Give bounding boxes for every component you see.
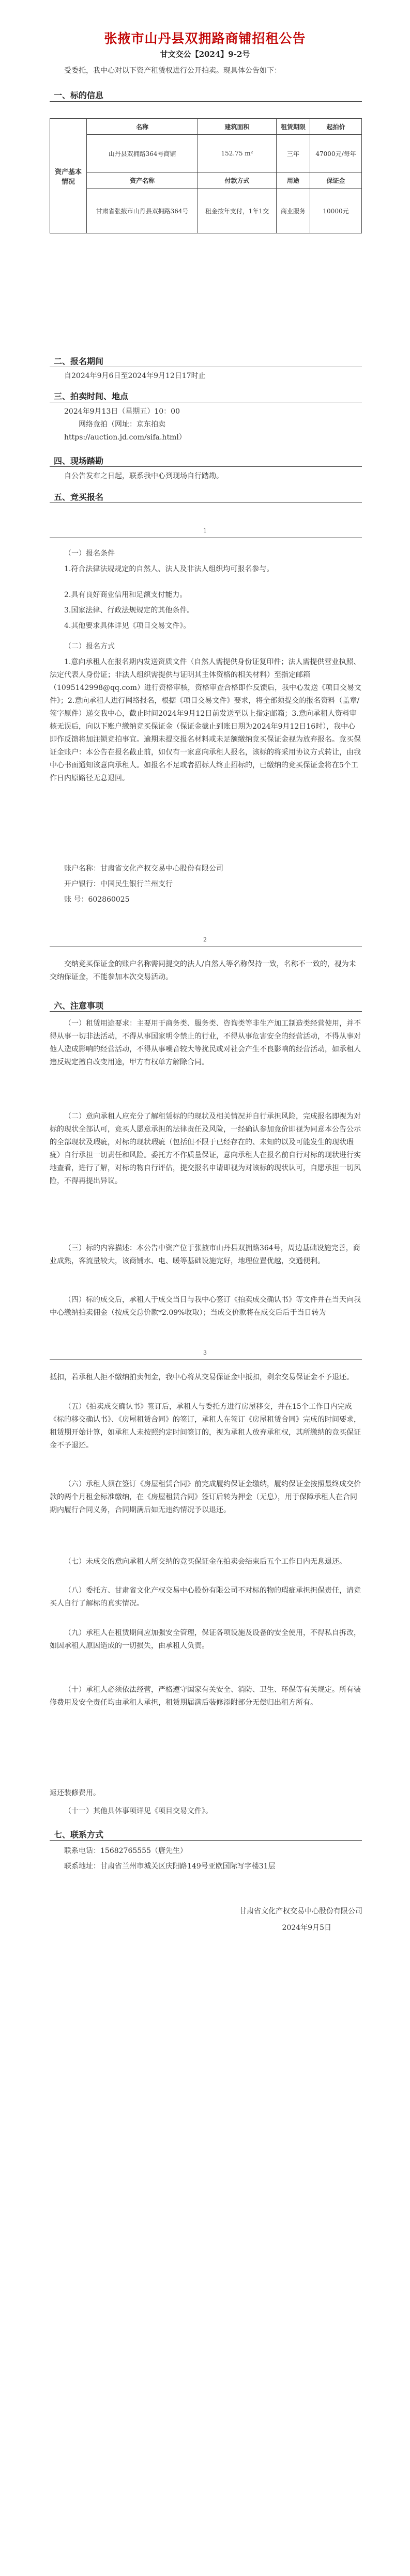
signature-date: 2024年9月5日: [282, 1924, 331, 1932]
table-cell: 47000元/每年: [310, 135, 362, 172]
condition-item: 1.符合法律法规规定的自然人、法人及非法人组织均可报名参与。: [64, 565, 274, 573]
note-item: （六）承租人须在签订《房屋租赁合同》前完成履约保证金缴纳，履约保证金按照最终成交价款的两个月租金标准缴纳，在《房屋租赁合同》签订后转为押金（无息），用于保障承租人在合同期内履行合同义务，合同期满后如无违约情况予以退还。: [50, 1480, 361, 1514]
method-text: 1.意向承租人在报名期内发送资质文件（自然人需提供身份证复印件；法人需提供营业执照、法定代表人身份证；非法人组织需提供与证明其主体资格的相关材料）至指定邮箱（1095142998@qq.com）进行资格审核，资格审查合格即作反馈后，我中心发送《项目交易文件》；2.意向承租人进行网络报名，根据《项目交易文件》要求，将全部须提交的报名资料（盖章/签字原件）递交我中心，截止时间2024年9月12日前发送至以上指定邮箱；3.意向承租人资料审核无误后，向以下账户缴纳竞买保证金（保证金截止到账日期为2024年9月12日16时），我中心即作反馈将加注锁竞拍事宜。逾期未提交报名材料或未足额缴纳竞买保证金视为放弃报名。竞买保证金账户：本公告在报名截止前，如仅有一家意向承租人报名，该标的将采用协议方式转让，由我中心书面通知该意向承租人。如报名不足或者招标人终止招标的，已缴纳的竞买保证金将在5个工作日内原路径无息退回。: [50, 658, 361, 782]
section-divider: [50, 502, 362, 503]
section-heading-target: 一、标的信息: [54, 90, 104, 100]
section-heading-registration: 二、报名期间: [54, 356, 104, 366]
note-item-continued: 返还装修费用。: [50, 1789, 100, 1797]
condition-item: 4.其他要求具体详见《项目交易文件》。: [64, 622, 191, 630]
page-number: 3: [203, 1349, 207, 1356]
table-cell: 152.75 m²: [198, 135, 277, 172]
deposit-note: 交纳竞买保证金的账户名称需同提交的法人/自然人等名称保持一致，名称不一致的，视为未交纳保证金，不能参加本次交易活动。: [50, 960, 356, 981]
asset-table: [50, 118, 362, 233]
section-heading-contact: 七、联系方式: [54, 1830, 104, 1840]
table-header-cell: 付款方式: [198, 172, 277, 189]
account-number: 账 号：602860025: [64, 896, 130, 904]
note-item: （十）承租人必须依法经营，严格遵守国家有关安全、消防、卫生、环保等有关规定。所有装修费用及安全责任均由承租人承担，租赁期届满后装修添附部分无偿归出租方所有。: [50, 1686, 361, 1707]
note-item: （四）标的成交后，承租人于成交当日与我中心签订《拍卖成交确认书》等文件并在当天向我中心缴纳拍卖佣金（按成交总价款*2.09%收取）；当成交价款将在成交后后于当日转为: [50, 1296, 361, 1317]
table-cell: 山丹县双拥路364号商铺: [87, 135, 198, 172]
auction-time: 2024年9月13日（星期五）10：00: [64, 407, 180, 416]
signature-org: 甘肃省文化产权交易中心股份有限公司: [239, 1907, 362, 1915]
note-item-continued: 抵扣，若承租人拒不缴纳拍卖佣金，我中心将从交易保证金中抵扣，剩余交易保证金不予退还。: [50, 1373, 354, 1381]
table-cell: 三年: [276, 135, 310, 172]
table-cell: 10000元: [310, 189, 362, 233]
table-cell: 租金按年支付，1年1交: [198, 189, 277, 233]
note-item: （九）承租人在租赁期间应加强安全管理，保证各项设施及设备的安全使用，不得私自拆改，如因承租人原因造成的一切损失，由承租人负责。: [50, 1629, 361, 1650]
document-number: 甘文交公【2024】9-2号: [160, 50, 250, 59]
table-header-cell: 资产名称: [87, 172, 198, 189]
note-item: （三）标的内容描述：本公告中资产位于张掖市山丹县双拥路364号，周边基础设施完善，商业成熟，客流量较大，该商铺水、电、暖等基础设施完好，地理位置优越，交通便利。: [50, 1244, 360, 1265]
account-name: 账户名称：甘肃省文化产权交易中心股份有限公司: [64, 865, 223, 873]
inspection-text: 自公告发布之日起，联系我中心到现场自行踏勘。: [64, 472, 223, 480]
section-divider: [50, 1011, 362, 1012]
condition-item: 2.具有良好商业信用和足额支付能力。: [64, 591, 187, 599]
table-header-cell: 起拍价: [310, 119, 362, 135]
page-divider: [50, 1359, 362, 1360]
page-divider: [50, 946, 362, 947]
auction-url[interactable]: https://auction.jd.com/sifa.html）: [64, 433, 186, 442]
subheading-method: （二）报名方式: [64, 642, 115, 651]
note-item: （一）租赁用途要求：主要用于商务类、服务类、咨询类等非生产加工制造类经营使用，并不得从事一切非法活动，不得从事国家明令禁止的行业，不得从事危害安全的经营活动，不得从事对他人造成影响的经营活动，不得从事噪音较大等扰民或对社会产生不良影响的经营活动，如承租人违反规定擅自改变用途，甲方有权单方解除合同。: [50, 1019, 361, 1066]
section-divider: [50, 466, 362, 467]
auction-place: 网络竞拍（网址：京东拍卖: [79, 420, 165, 429]
subheading-conditions: （一）报名条件: [64, 549, 115, 558]
account-bank: 开户银行：中国民生银行兰州支行: [64, 880, 173, 888]
asset-group-label: 资产基本情况: [50, 119, 87, 233]
note-item: （八）委托方、甘肃省文化产权交易中心股份有限公司不对标的物的瑕疵承担担保责任，请竞买人自行了解标的真实情况。: [50, 1587, 361, 1608]
note-item: （十一）其他具体事项详见《项目交易文件》。: [64, 1807, 212, 1815]
section-divider: [50, 101, 362, 102]
registration-period: 自2024年9月6日至2024年9月12日17时止: [64, 372, 206, 380]
table-header-cell: 名称: [87, 119, 198, 135]
table-cell: 商业服务: [276, 189, 310, 233]
note-item: （七）未成交的意向承租人所交纳的竞买保证金在拍卖会结束后五个工作日内无息退还。: [64, 1558, 346, 1566]
contact-phone: 联系电话：15682765555（唐先生）: [64, 1847, 187, 1855]
contact-address: 联系地址：甘肃省兰州市城关区庆阳路149号亚欧国际写字楼31层: [64, 1862, 276, 1871]
table-header-cell: 保证金: [310, 172, 362, 189]
section-heading-bidding: 五、竞买报名: [54, 492, 104, 502]
section-heading-notes: 六、注意事项: [54, 1001, 104, 1011]
page-number: 2: [203, 936, 207, 943]
intro-text: 受委托，我中心对以下资产租赁权进行公开拍卖。现具体公告如下：: [64, 67, 281, 75]
section-heading-auction: 三、拍卖时间、地点: [54, 391, 129, 401]
page-number: 1: [203, 527, 207, 534]
section-divider: [50, 1840, 362, 1841]
note-item: （二）意向承租人应充分了解租赁标的的现状及相关情况并自行承担风险，完成报名即视为对标的现状全部认可，竞买人愿意承担的法律责任及风险，一经确认参加竞价即视为同意本公告公示的全部现状及瑕疵，对标的现状瑕疵（包括但不限于已经存在的、未知的以及可能发生的现状瑕疵）自行承担一切责任和风险。委托方不作质量保证，意向承租人在报名前自行对标的现状进行实地查看，进行了解，对标的物自行评估，提交报名申请即视为对该标的现状认可，自愿承担一切风险，不得再提出异议。: [50, 1112, 361, 1185]
table-cell: 甘肃省张掖市山丹县双拥路364号: [87, 189, 198, 233]
page-title: 张掖市山丹县双拥路商铺招租公告: [104, 31, 306, 46]
table-header-cell: 租赁期限: [276, 119, 310, 135]
table-header-cell: 用途: [276, 172, 310, 189]
table-header-cell: 建筑面积: [198, 119, 277, 135]
note-item: （五）《拍卖成交确认书》签订后，承租人与委托方进行房屋移交，并在15个工作日内完成《标的移交确认书》、《房屋租赁合同》的签订，承租人在签订《房屋租赁合同》完成的时间要求，租赁期开始计算，如承租人未按照约定时间签订的，视为承租人放弃承租权，其所缴纳的竞买保证金不予退还。: [50, 1403, 361, 1450]
section-heading-inspection: 四、现场踏勘: [54, 456, 104, 466]
page-divider: [50, 537, 362, 538]
condition-item: 3.国家法律、行政法规规定的其他条件。: [64, 606, 194, 615]
